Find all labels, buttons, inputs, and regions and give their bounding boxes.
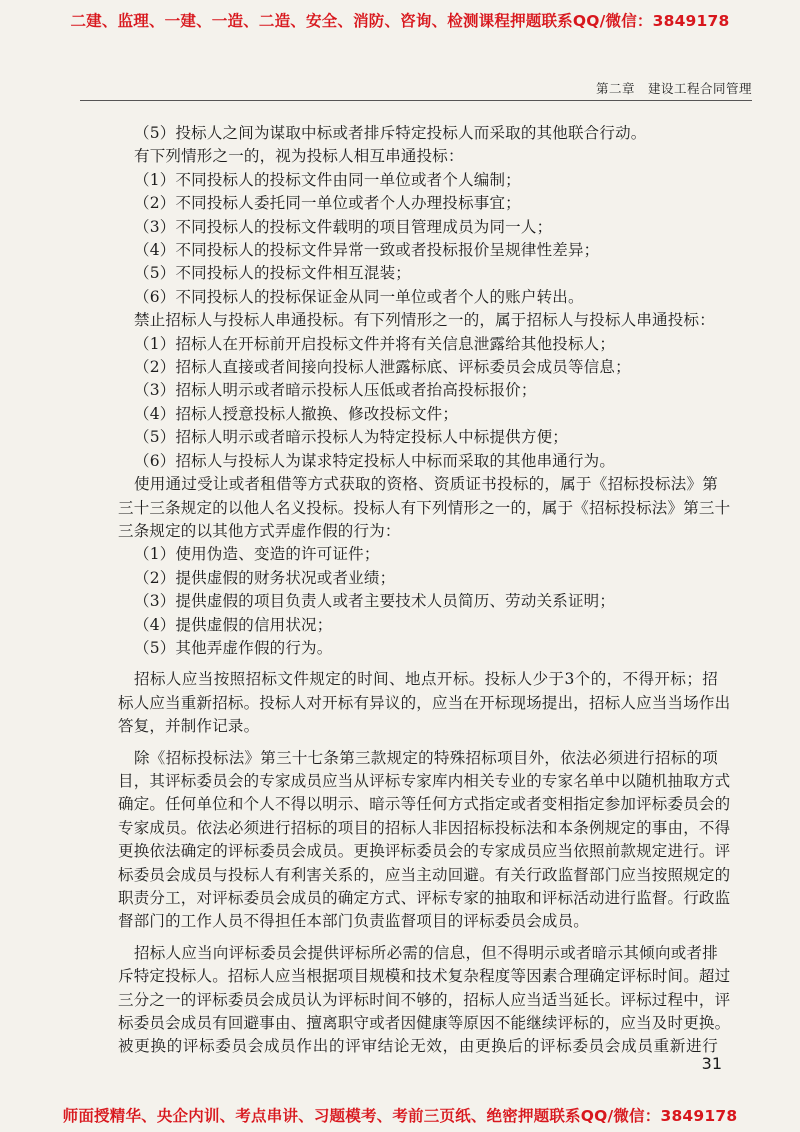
text-line: 招标人应当按照招标文件规定的时间、地点开标。投标人少于3个的，不得开标；招 [134,670,718,689]
paragraph-gap [118,739,718,747]
text-line: 有下列情形之一的，视为投标人相互串通投标： [134,147,464,166]
text-line: （5）投标人之间为谋取中标或者排斥特定投标人而采取的其他联合行动。 [134,124,647,142]
text-line: （1）不同投标人的投标文件由同一单位或者个人编制； [134,170,521,189]
text-line: 招标人应当向评标委员会提供评标所必需的信息，但不得明示或者暗示其倾向或者排 [134,943,718,962]
text-line: （6）不同投标人的投标保证金从同一单位或者个人的账户转出。 [134,287,584,306]
text-line: 使用通过受让或者租借等方式获取的资格、资质证书投标的，属于《招标投标法》第 [134,475,718,494]
text-line: 更换依法确定的评标委员会成员。更换评标委员会的专家成员应当依照前款规定进行。评 [118,842,731,861]
text-line: （5）招标人明示或者暗示投标人为特定投标人中标提供方便； [134,428,568,447]
text-line: 督部门的工作人员不得担任本部门负责监督项目的评标委员会成员。 [118,912,590,931]
chapter-header: 第二章 建设工程合同管理 [595,81,752,96]
text-line: 目，其评标委员会的专家成员应当从评标专家库内相关专业的专家名单中以随机抽取方式 [118,771,731,790]
text-line: （5）其他弄虚作假的行为。 [134,638,333,657]
text-line: （1）招标人在开标前开启投标文件并将有关信息泄露给其他投标人； [134,334,616,353]
bottom-promo-banner: 师面授精华、央企内训、考点串讲、习题模考、考前三页纸、绝密押题联系QQ/微信：3849178 [62,1107,738,1125]
text-line: 职责分工，对评标委员会成员的确定方式、评标专家的抽取和评标活动进行监督。行政监 [118,889,731,907]
text-line: 标委员会成员与投标人有利害关系的，应当主动回避。有关行政监督部门应当按照规定的 [118,865,731,884]
top-promo-banner: 二建、监理、一建、一造、二造、安全、消防、咨询、检测课程押题联系QQ/微信：3849178 [70,12,730,30]
text-line: 除《招标投标法》第三十七条第三款规定的特殊招标项目外，依法必须进行招标的项 [134,748,718,767]
paragraph-gap [118,660,718,668]
text-line: （6）招标人与投标人为谋求特定投标人中标而采取的其他串通行为。 [134,451,616,470]
text-line: 专家成员。依法必须进行招标的项目的招标人非因招标投标法和本条例规定的事由，不得 [118,818,731,837]
text-line: （3）不同投标人的投标文件载明的项目管理成员为同一人； [134,217,553,236]
text-line: （3）提供虚假的项目负责人或者主要技术人员简历、劳动关系证明； [134,592,616,611]
text-line: 被更换的评标委员会成员作出的评审结论无效，由更换后的评标委员会成员重新进行 [118,1037,718,1056]
text-line: 标委员会成员有回避事由、擅离职守或者因健康等原因不能继续评标的，应当及时更换。 [118,1014,731,1033]
text-line: 三分之一的评标委员会成员认为评标时间不够的，招标人应当适当延长。评标过程中，评 [118,990,731,1009]
text-line: （4）提供虚假的信用状况； [134,615,333,634]
text-line: （4）不同投标人的投标文件异常一致或者投标报价呈规律性差异； [134,241,600,260]
text-line: 标人应当重新招标。投标人对开标有异议的，应当在开标现场提出，招标人应当当场作出 [118,693,731,712]
text-line: 答复，并制作记录。 [118,717,260,736]
page-body-text [118,122,731,1059]
text-line: 三十三条规定的以他人名义投标。投标人有下列情形之一的，属于《招标投标法》第三十 [118,498,731,517]
text-line: （2）不同投标人委托同一单位或者个人办理投标事宜； [134,194,521,213]
page-number: 31 [701,1054,722,1073]
text-line: （1）使用伪造、变造的许可证件； [134,545,380,564]
paragraph-gap [118,934,718,942]
text-line: 确定。任何单位和个人不得以明示、暗示等任何方式指定或者变相指定参加评标委员会的 [118,795,731,814]
text-line: （5）不同投标人的投标文件相互混装； [134,264,411,283]
text-line: 斥特定投标人。招标人应当根据项目规模和技术复杂程度等因素合理确定评标时间。超过 [118,967,731,986]
text-line: （2）提供虚假的财务状况或者业绩； [134,568,396,587]
text-line: 三条规定的以其他方式弄虚作假的行为： [118,521,401,540]
text-line: （2）招标人直接或者间接向投标人泄露标底、评标委员会成员等信息； [134,358,631,377]
text-line: （3）招标人明示或者暗示投标人压低或者抬高投标报价； [134,381,537,400]
header-rule [80,100,752,101]
text-line: （4）招标人授意投标人撤换、修改投标文件； [134,404,459,423]
text-line: 禁止招标人与投标人串通投标。有下列情形之一的，属于招标人与投标人串通投标： [134,311,715,330]
